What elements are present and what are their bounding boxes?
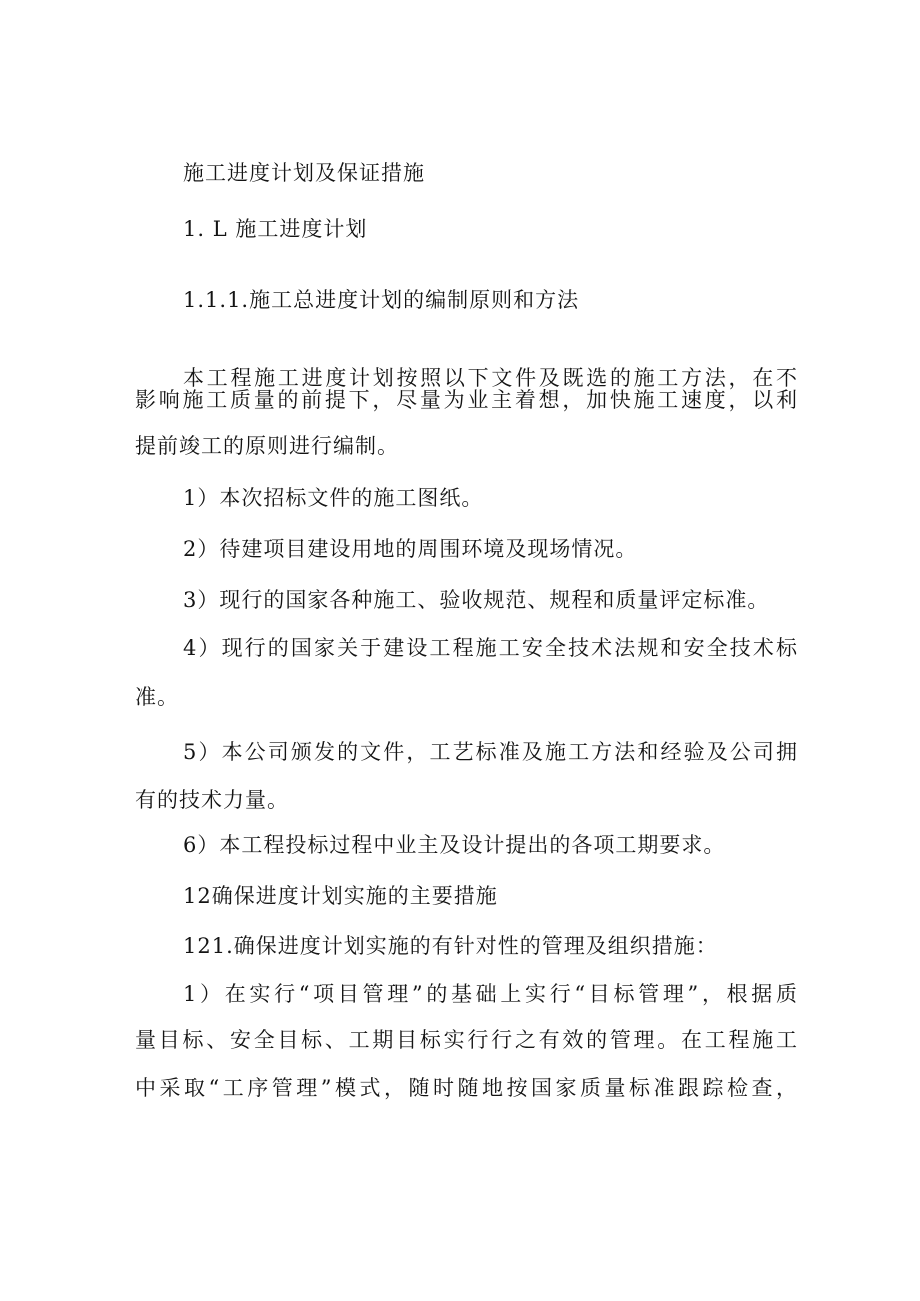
section-heading-1-2: 12确保进度计划实施的主要措施 [183,884,498,908]
list-item-2: 2）待建项目建设用地的周围环境及现场情况。 [183,537,638,561]
paragraph-line: 1）在实行“项目管理”的基础上实行“目标管理”，根据质 [183,982,798,1006]
list-item-4: 4）现行的国家关于建设工程施工安全技术法规和安全技术标 [183,636,798,660]
list-item-6: 6）本工程投标过程中业主及设计提出的各项工期要求。 [183,833,726,857]
section-heading-1-1-1: 1.1.1.施工总进度计划的编制原则和方法 [183,288,580,312]
list-item-3: 3）现行的国家各种施工、验收规范、规程和质量评定标准。 [183,588,770,612]
document-title: 施工进度计划及保证措施 [183,161,425,185]
list-item-4-continuation: 准。 [135,685,179,709]
paragraph-line: 影响施工质量的前提下，尽量为业主着想，加快施工速度，以利 [135,388,798,412]
paragraph-line: 量目标、安全目标、工期目标实行行之有效的管理。在工程施工 [135,1028,798,1052]
paragraph-line: 本工程施工进度计划按照以下文件及既选的施工方法，在不 [183,366,798,390]
section-heading-1-1: 1. L 施工进度计划 [183,217,368,241]
list-item-5: 5）本公司颁发的文件，工艺标准及施工方法和经验及公司拥 [183,740,798,764]
paragraph-line: 提前竣工的原则进行编制。 [135,434,399,458]
list-item-1: 1）本次招标文件的施工图纸。 [183,486,484,510]
paragraph-line: 中采取“工序管理”模式，随时随地按国家质量标准跟踪检查， [135,1076,798,1100]
list-item-5-continuation: 有的技术力量。 [135,788,289,812]
section-heading-1-2-1: 121.确保进度计划实施的有针对性的管理及组织措施： [183,934,718,958]
